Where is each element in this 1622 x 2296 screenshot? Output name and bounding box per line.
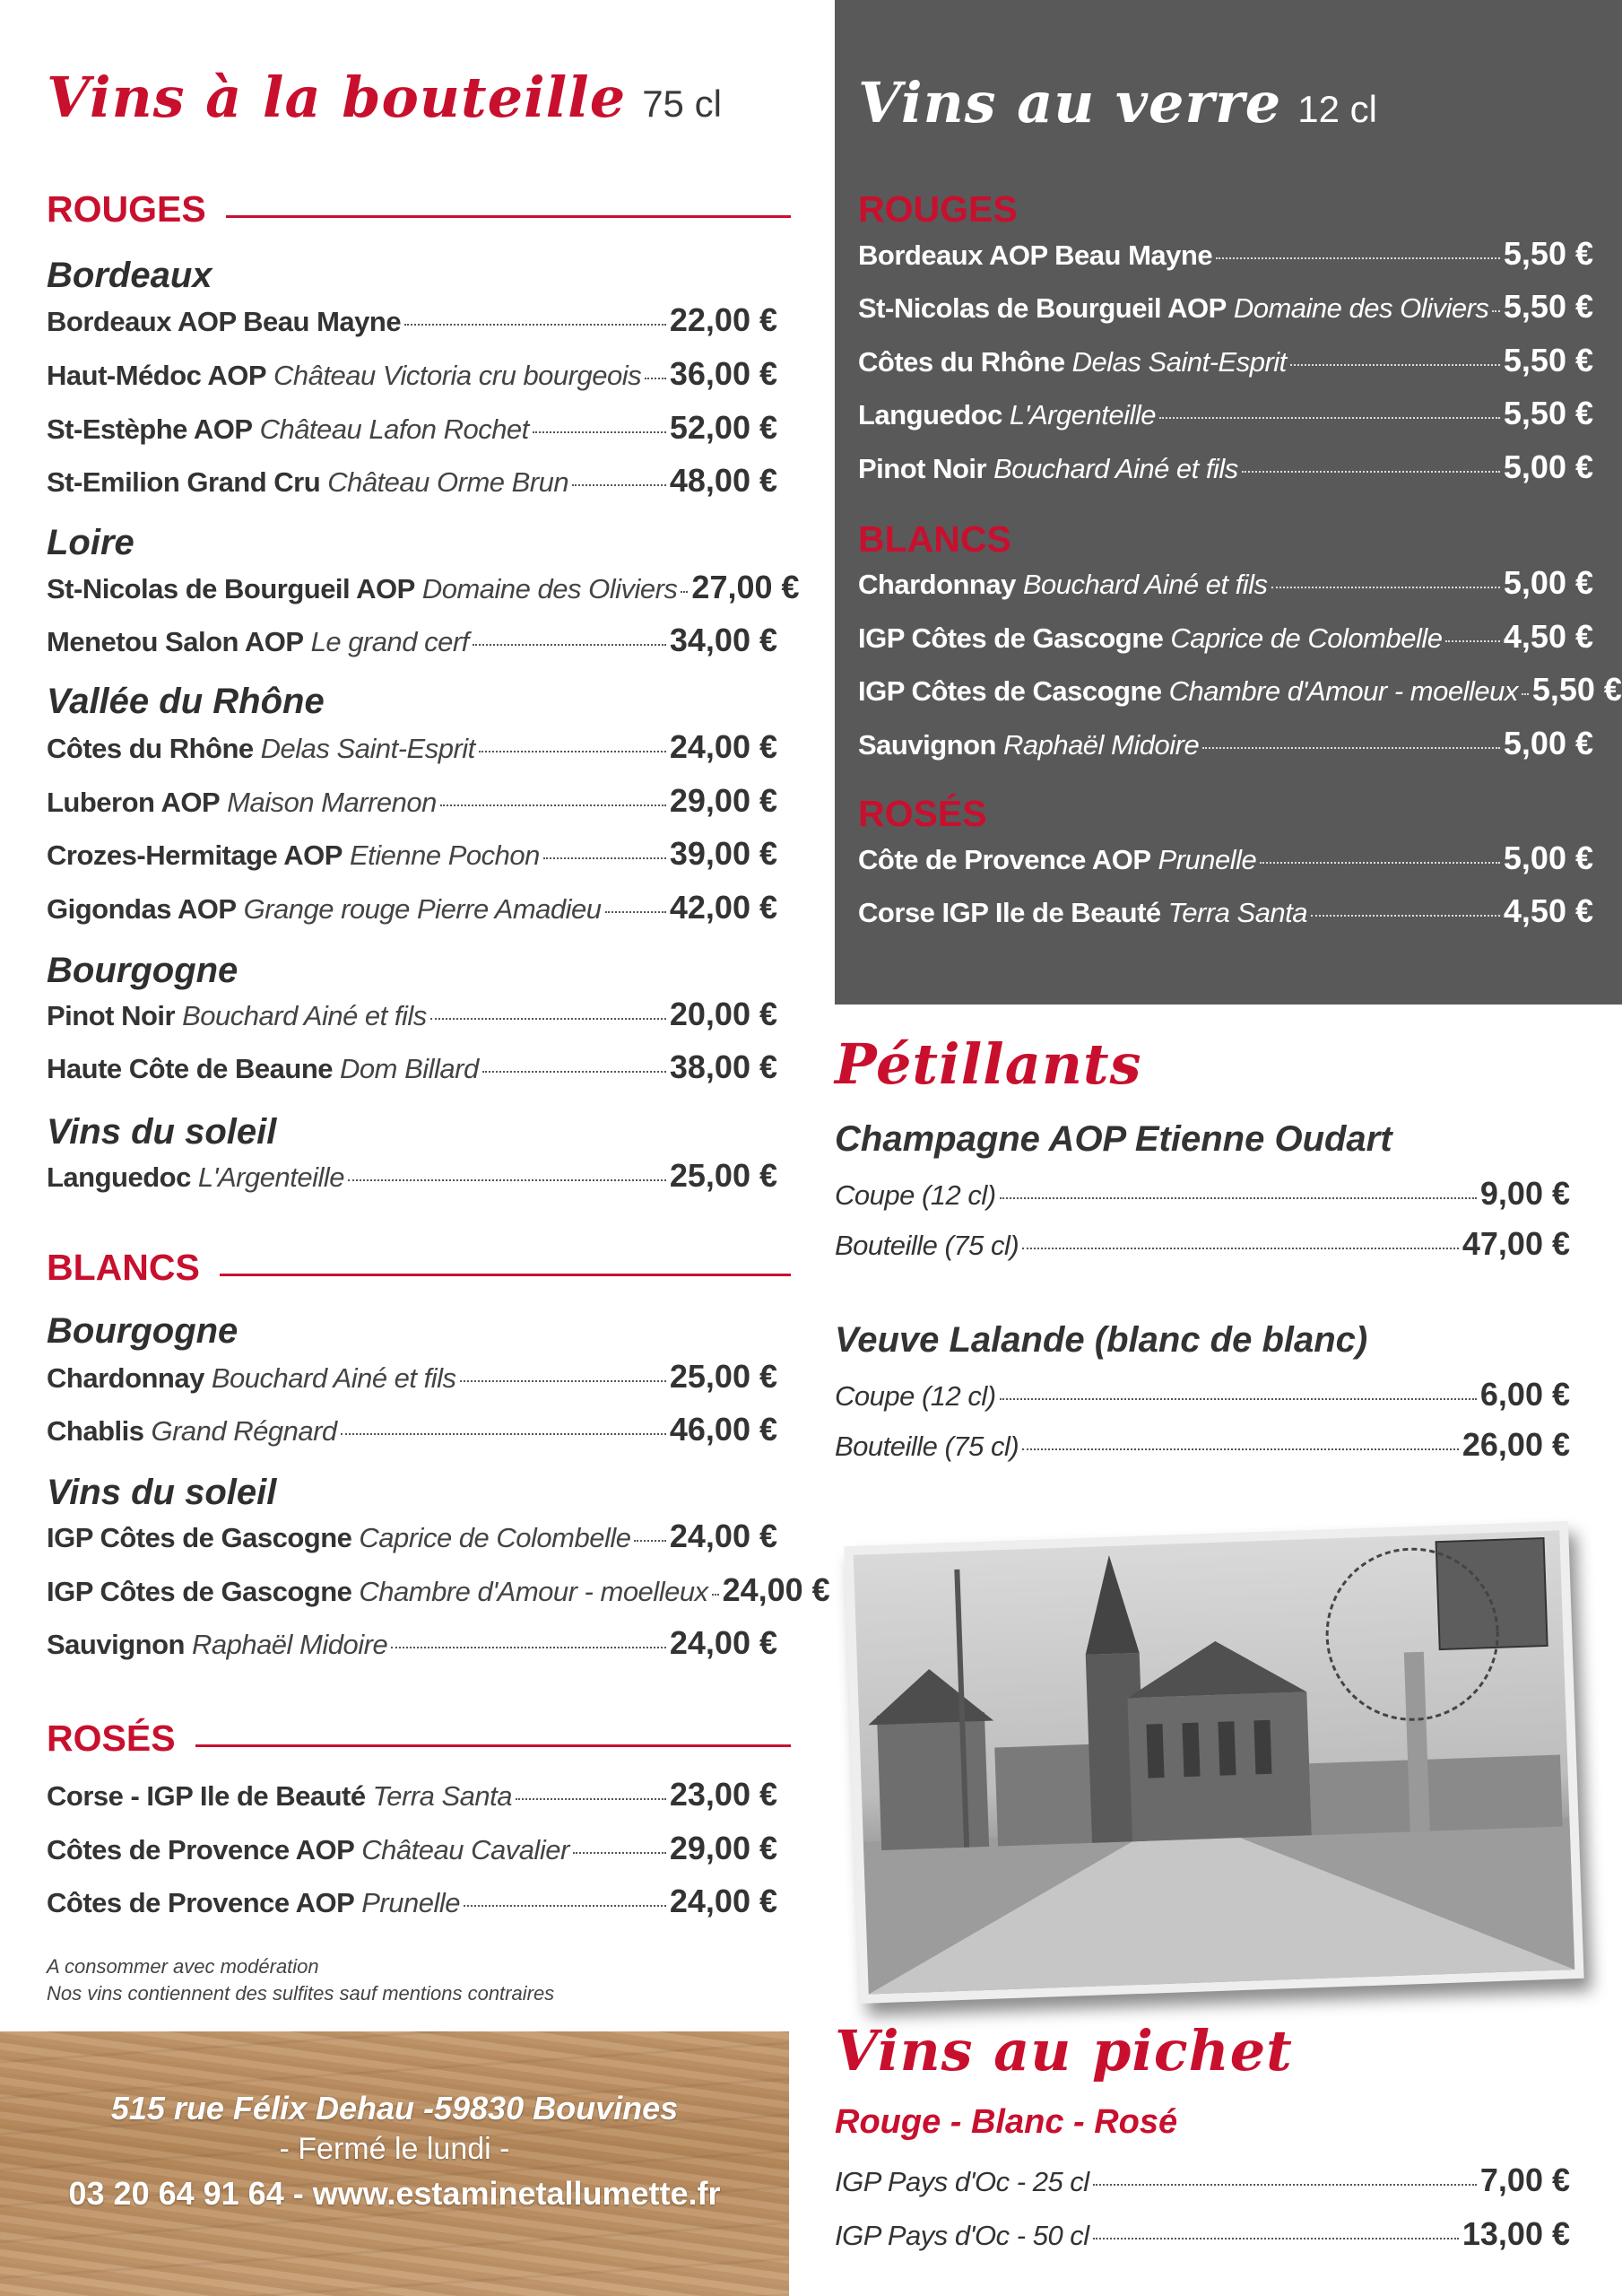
wine-row <box>47 409 777 454</box>
item-name: Languedoc <box>858 399 1002 430</box>
item-producer: Château Lafon Rochet <box>259 413 529 445</box>
glass-volume: 12 cl <box>1297 88 1377 130</box>
item-price: 7,00 € <box>1479 2161 1570 2198</box>
footer-contact: 03 20 64 91 64 - www.estaminetallumette.fr <box>68 2175 721 2212</box>
dot-leader <box>1216 257 1500 259</box>
item-name: Luberon AOP <box>47 787 221 818</box>
item-price: 9,00 € <box>1479 1175 1570 1212</box>
dot-leader <box>572 484 666 486</box>
item-producer: Bouchard Ainé et fils <box>182 1000 427 1031</box>
pitcher-price-row <box>835 2215 1570 2260</box>
dot-leader <box>1022 1448 1459 1450</box>
region-heading: Vins du soleil <box>47 1473 277 1512</box>
item-name: IGP Pays d'Oc - 25 cl <box>835 2166 1089 2197</box>
item-price: 6,00 € <box>1479 1376 1570 1413</box>
item-price: 5,00 € <box>1503 725 1593 761</box>
item-producer: Caprice de Colombelle <box>359 1522 631 1553</box>
section-rule <box>195 1744 791 1747</box>
item-producer: Terra Santa <box>372 1780 512 1812</box>
dot-leader <box>605 911 666 913</box>
item-producer: Le grand cerf <box>310 626 469 657</box>
glass-row <box>858 448 1593 493</box>
dot-leader <box>681 591 688 593</box>
glass-blancs-heading: BLANCS <box>858 518 1011 560</box>
dot-leader <box>348 1179 666 1181</box>
dot-leader <box>1000 1398 1477 1400</box>
region-heading: Bourgogne <box>47 1311 239 1351</box>
section-label: ROSÉS <box>47 1718 176 1759</box>
item-price: 22,00 € <box>669 301 777 338</box>
item-name: Côtes du Rhône <box>858 346 1065 378</box>
glass-row <box>858 725 1593 770</box>
item-price: 13,00 € <box>1462 2215 1570 2252</box>
wine-row <box>47 1776 777 1821</box>
postage-stamp <box>1436 1538 1548 1649</box>
dot-leader <box>1000 1197 1477 1199</box>
item-price: 48,00 € <box>669 462 777 499</box>
item-producer: Château Orme Brun <box>327 466 569 498</box>
item-producer: Maison Marrenon <box>227 787 437 818</box>
item-name: Côte de Provence AOP <box>858 844 1151 875</box>
item-name: Côtes de Provence AOP <box>47 1887 355 1918</box>
item-price: 29,00 € <box>669 782 777 819</box>
dot-leader <box>1271 587 1500 588</box>
item-price: 27,00 € <box>691 569 800 605</box>
glass-row <box>858 892 1593 937</box>
item-producer: Chambre d'Amour - moelleux <box>1168 675 1518 707</box>
wine-row <box>47 889 777 934</box>
pitcher-title: Vins au pichet <box>835 2018 1293 2083</box>
item-name: IGP Côtes de Cascogne <box>858 675 1162 707</box>
dot-leader <box>479 751 666 752</box>
sparkling-price-row <box>835 1175 1570 1220</box>
dot-leader <box>1290 364 1500 366</box>
item-producer: Caprice de Colombelle <box>1170 622 1443 654</box>
dot-leader <box>1159 417 1500 419</box>
item-producer: Dom Billard <box>340 1053 479 1084</box>
item-name: Languedoc <box>47 1161 191 1193</box>
item-producer: Raphaël Midoire <box>1002 729 1200 761</box>
sparkling-price-row <box>835 1426 1570 1471</box>
item-price: 24,00 € <box>669 1518 777 1554</box>
glass-row <box>858 564 1593 609</box>
dot-leader <box>1522 693 1529 695</box>
note-moderation: A consommer avec modération <box>47 1955 319 1978</box>
wine-row <box>47 1571 830 1616</box>
section-label: ROUGES <box>47 188 206 230</box>
dot-leader <box>430 1018 666 1020</box>
item-price: 39,00 € <box>669 835 777 872</box>
wine-row <box>47 622 777 666</box>
item-price: 47,00 € <box>1462 1225 1570 1262</box>
item-name: Chardonnay <box>47 1362 204 1394</box>
item-price: 24,00 € <box>669 1624 777 1661</box>
item-price: 5,00 € <box>1503 448 1593 485</box>
region-heading: Loire <box>47 523 134 562</box>
section-rule <box>220 1274 791 1276</box>
item-price: 42,00 € <box>669 889 777 926</box>
dot-leader <box>1242 471 1500 473</box>
item-name: Haut-Médoc AOP <box>47 360 267 391</box>
item-price: 5,50 € <box>1503 288 1593 325</box>
glass-row <box>858 288 1593 333</box>
item-name: Chablis <box>47 1415 144 1447</box>
item-name: Coupe (12 cl) <box>835 1380 996 1412</box>
item-name: Pinot Noir <box>47 1000 176 1031</box>
dot-leader <box>1093 2184 1477 2186</box>
item-price: 5,50 € <box>1503 235 1593 272</box>
item-price: 23,00 € <box>669 1776 777 1813</box>
item-price: 25,00 € <box>669 1358 777 1395</box>
item-producer: Grand Régnard <box>151 1415 337 1447</box>
item-name: St-Estèphe AOP <box>47 413 253 445</box>
item-name: Bordeaux AOP Beau Mayne <box>47 306 402 337</box>
item-price: 46,00 € <box>669 1411 777 1448</box>
item-name: Sauvignon <box>858 729 996 761</box>
item-name: St-Emilion Grand Cru <box>47 466 321 498</box>
region-heading: Bordeaux <box>47 256 213 295</box>
item-name: Bouteille (75 cl) <box>835 1431 1019 1462</box>
item-producer: Bouchard Ainé et fils <box>211 1362 456 1394</box>
item-name: Corse IGP Ile de Beauté <box>858 897 1161 928</box>
dot-leader <box>341 1433 666 1435</box>
church-illustration <box>854 1530 1575 1994</box>
section-rule <box>226 215 791 218</box>
footer-closed: - Fermé le lundi - <box>279 2132 510 2166</box>
item-price: 24,00 € <box>669 1883 777 1919</box>
item-name: Gigondas AOP <box>47 893 237 925</box>
wine-row <box>47 1157 777 1202</box>
vintage-postcard-photo <box>844 1521 1583 2004</box>
item-producer: Terra Santa <box>1167 897 1308 928</box>
sparkling-title: Pétillants <box>835 1031 1142 1097</box>
glass-panel <box>835 0 1622 1004</box>
glass-row <box>858 235 1593 280</box>
sparkling-price-row <box>835 1376 1570 1421</box>
dot-leader <box>1022 1248 1459 1249</box>
item-name: Chardonnay <box>858 569 1016 600</box>
bottle-volume: 75 cl <box>642 83 722 125</box>
item-producer: Château Cavalier <box>361 1834 569 1866</box>
wine-row <box>47 835 777 880</box>
item-name: Menetou Salon AOP <box>47 626 304 657</box>
item-producer: L'Argenteille <box>197 1161 344 1193</box>
item-name: St-Nicolas de Bourgueil AOP <box>47 573 415 604</box>
pitcher-subtitle: Rouge - Blanc - Rosé <box>835 2103 1178 2141</box>
item-name: IGP Côtes de Gascogne <box>47 1576 352 1607</box>
glass-roses-heading: ROSÉS <box>858 793 987 834</box>
glass-row <box>858 395 1593 439</box>
item-producer: Bouchard Ainé et fils <box>993 453 1238 484</box>
item-name: Côtes du Rhône <box>47 733 254 764</box>
item-name: Haute Côte de Beaune <box>47 1053 334 1084</box>
item-price: 38,00 € <box>669 1048 777 1085</box>
item-price: 5,00 € <box>1503 564 1593 601</box>
item-name: Corse - IGP Ile de Beauté <box>47 1780 366 1812</box>
item-name: Coupe (12 cl) <box>835 1179 996 1211</box>
item-producer: Domaine des Oliviers <box>421 573 678 604</box>
wine-row <box>47 782 777 827</box>
item-price: 5,50 € <box>1503 342 1593 378</box>
item-name: Bordeaux AOP Beau Mayne <box>858 239 1213 271</box>
wine-row <box>47 728 777 773</box>
wine-row <box>47 1830 777 1874</box>
wine-row <box>47 569 800 613</box>
item-producer: Raphaël Midoire <box>191 1629 388 1660</box>
glass-title: Vins au verre <box>858 70 1282 135</box>
item-producer: Bouchard Ainé et fils <box>1022 569 1268 600</box>
item-price: 5,00 € <box>1503 839 1593 876</box>
dot-leader <box>460 1380 666 1382</box>
item-price: 20,00 € <box>669 996 777 1032</box>
glass-row <box>858 342 1593 387</box>
dot-leader <box>516 1798 666 1800</box>
section-rouges <box>47 188 791 230</box>
sparkling-price-row <box>835 1225 1570 1270</box>
item-price: 34,00 € <box>669 622 777 658</box>
dot-leader <box>404 324 666 326</box>
item-producer: Etienne Pochon <box>349 839 540 871</box>
dot-leader <box>473 644 666 646</box>
item-name: Côtes de Provence AOP <box>47 1834 355 1866</box>
item-price: 5,50 € <box>1531 671 1622 708</box>
dot-leader <box>634 1540 665 1542</box>
item-producer: Grange rouge Pierre Amadieu <box>243 893 602 925</box>
glass-row <box>858 671 1622 716</box>
item-name: Sauvignon <box>47 1629 185 1660</box>
glass-title-block <box>858 70 1377 135</box>
dot-leader <box>440 804 666 806</box>
region-heading: Vallée du Rhône <box>47 682 325 721</box>
item-name: IGP Pays d'Oc - 50 cl <box>835 2220 1089 2251</box>
wine-row <box>47 1624 777 1669</box>
item-producer: L'Argenteille <box>1009 399 1156 430</box>
item-price: 29,00 € <box>669 1830 777 1866</box>
item-price: 24,00 € <box>669 728 777 765</box>
item-producer: Delas Saint-Esprit <box>260 733 475 764</box>
wine-row <box>47 996 777 1040</box>
item-producer: Delas Saint-Esprit <box>1071 346 1287 378</box>
wine-row <box>47 1411 777 1456</box>
pitcher-title-block <box>835 2018 1293 2083</box>
dot-leader <box>712 1594 719 1596</box>
dot-leader <box>482 1071 666 1073</box>
wine-row <box>47 355 777 400</box>
glass-row <box>858 839 1593 884</box>
item-name: IGP Côtes de Gascogne <box>858 622 1164 654</box>
section-blancs <box>47 1247 791 1289</box>
item-name: St-Nicolas de Bourgueil AOP <box>858 292 1227 324</box>
dot-leader <box>1492 310 1499 312</box>
item-producer: Domaine des Oliviers <box>1233 292 1489 324</box>
wine-row <box>47 1048 777 1093</box>
item-name: Pinot Noir <box>858 453 987 484</box>
item-price: 5,50 € <box>1503 395 1593 431</box>
sparkling-wine-2-name: Veuve Lalande (blanc de blanc) <box>835 1320 1368 1360</box>
dot-leader <box>573 1852 666 1854</box>
item-producer: Prunelle <box>1158 844 1257 875</box>
wine-row <box>47 301 777 346</box>
footer-address: 515 rue Félix Dehau -59830 Bouvines <box>110 2090 679 2126</box>
sparkling-wine-1-name: Champagne AOP Etienne Oudart <box>835 1119 1392 1159</box>
item-price: 52,00 € <box>669 409 777 446</box>
dot-leader <box>543 857 666 859</box>
item-price: 26,00 € <box>1462 1426 1570 1463</box>
dot-leader <box>1445 640 1499 642</box>
glass-rouges-heading: ROUGES <box>858 188 1018 230</box>
item-price: 24,00 € <box>722 1571 830 1608</box>
item-name: Crozes-Hermitage AOP <box>47 839 343 871</box>
item-price: 25,00 € <box>669 1157 777 1194</box>
dot-leader <box>391 1647 666 1648</box>
bottle-title-block <box>47 65 722 130</box>
wine-row <box>47 1358 777 1403</box>
dot-leader <box>1093 2238 1459 2239</box>
dot-leader <box>645 378 666 379</box>
footer-wood-panel <box>0 2031 789 2296</box>
item-price: 4,50 € <box>1503 618 1593 655</box>
dot-leader <box>1311 915 1500 917</box>
wine-row <box>47 462 777 507</box>
section-roses <box>47 1718 791 1760</box>
item-producer: Chambre d'Amour - moelleux <box>359 1576 708 1607</box>
glass-row <box>858 618 1593 663</box>
dot-leader <box>464 1905 666 1907</box>
note-sulfites: Nos vins contiennent des sulfites sauf mentions contraires <box>47 1982 555 2005</box>
section-label: BLANCS <box>47 1247 200 1288</box>
bottle-title: Vins à la bouteille <box>47 65 627 130</box>
region-heading: Bourgogne <box>47 951 239 990</box>
pitcher-price-row <box>835 2161 1570 2206</box>
dot-leader <box>1260 862 1500 864</box>
dot-leader <box>533 431 666 433</box>
item-price: 4,50 € <box>1503 892 1593 929</box>
item-producer: Prunelle <box>361 1887 460 1918</box>
item-price: 36,00 € <box>669 355 777 392</box>
item-name: IGP Côtes de Gascogne <box>47 1522 352 1553</box>
wine-row <box>47 1518 777 1562</box>
region-heading: Vins du soleil <box>47 1112 277 1152</box>
item-name: Bouteille (75 cl) <box>835 1230 1019 1261</box>
item-producer: Château Victoria cru bourgeois <box>273 360 642 391</box>
wine-row <box>47 1883 777 1927</box>
sparkling-title-block <box>835 1031 1142 1097</box>
church-photo <box>854 1530 1575 1994</box>
dot-leader <box>1202 747 1500 749</box>
